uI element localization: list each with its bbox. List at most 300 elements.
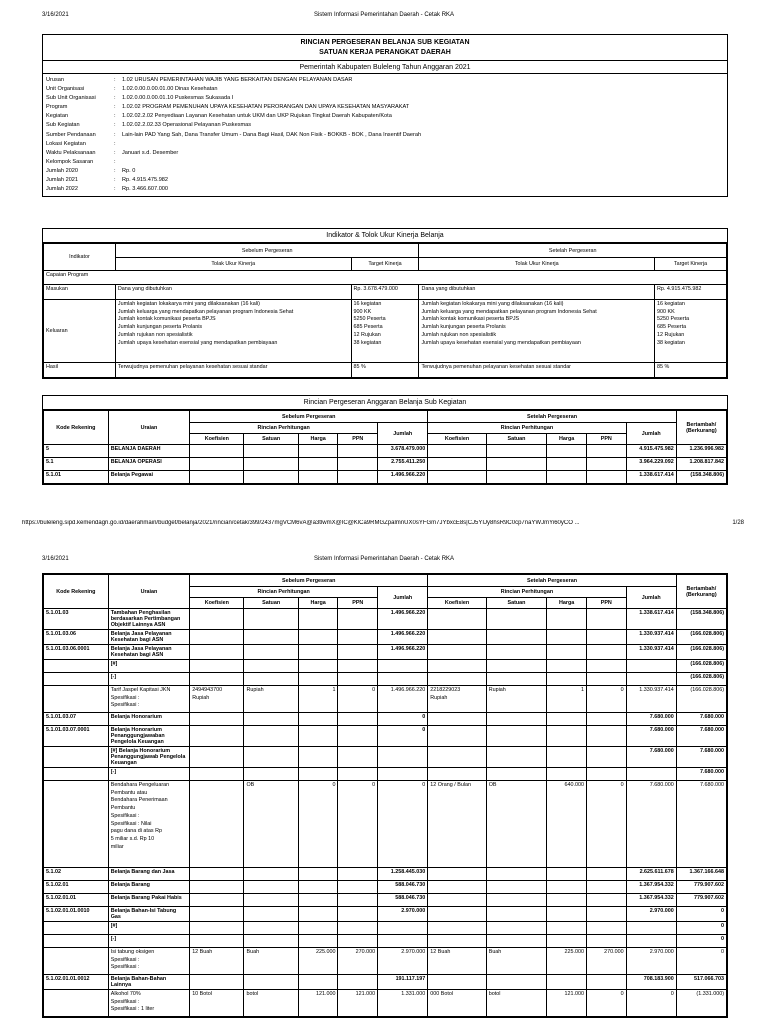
cell-harga-2 [547, 713, 587, 726]
cell-koef-2 [428, 471, 486, 484]
cell-koef-1 [190, 768, 244, 781]
th-koef-2: Koefisien [428, 434, 486, 445]
meta-value: 1.02 URUSAN PEMERINTAHAN WAJIB YANG BERKAITAN DENGAN PELAYANAN DASAR [122, 77, 353, 83]
cell-ppn-1: 0 [338, 781, 378, 868]
cell-koef-1 [190, 673, 244, 686]
table-row [44, 660, 727, 673]
cell-uraian: [-] [108, 673, 189, 686]
keluaran-target-1 [351, 300, 419, 363]
cell-ppn-2 [586, 445, 626, 458]
cell-harga-1 [298, 645, 338, 660]
th-ppn-2: PPN [586, 434, 626, 445]
th-ppn-1: PPN [338, 434, 378, 445]
print-date: 3/16/2021 [42, 12, 69, 18]
cell-jumlah-2: 708.183.900 [626, 975, 676, 990]
cell-kode: 5.1.02 [44, 868, 109, 881]
cell-kode: 5.1.02.01.01 [44, 894, 109, 907]
cell-bertambah: 1.367.166.648 [676, 868, 726, 881]
cell-harga-1 [298, 935, 338, 948]
keluaran-target-2 [655, 300, 727, 363]
table-row [44, 726, 727, 747]
cell-satuan-2: botol [486, 990, 547, 1017]
meta-key: Urusan [46, 77, 65, 83]
table-row [44, 458, 727, 471]
meta-value: Rp. 0 [122, 167, 136, 174]
cell-uraian: Belanja Jasa Pelayanan Kesehatan bagi ASN [108, 645, 189, 660]
cell-harga-2 [547, 458, 587, 471]
table-row [44, 868, 727, 881]
cell-bertambah: (166.028.806) [676, 673, 726, 686]
meta-row [46, 149, 724, 158]
cell-koef-2 [428, 458, 486, 471]
cell-jumlah-2: 1.330.937.414 [626, 686, 676, 713]
cell-koef-1: 2494943700 Rupiah [190, 686, 244, 713]
table-row [44, 922, 727, 935]
cell-satuan-2 [486, 894, 547, 907]
cell-ppn-2 [586, 868, 626, 881]
cell-ppn-2 [586, 768, 626, 781]
cell-ppn-2 [586, 894, 626, 907]
th-harga-1: Harga [298, 598, 338, 609]
keluaran-line: Jumlah kegiatan lokakarya mini yang dilaksanakan (16 kali) [117, 301, 260, 307]
th-bertambah: Bertambah/ (Berkurang) [676, 411, 726, 445]
cell-harga-2 [547, 907, 587, 922]
cell-jumlah-2: 1.338.617.414 [626, 471, 676, 484]
cell-satuan-1 [244, 713, 298, 726]
meta-key: Sub Kegiatan [46, 122, 80, 129]
table-row [44, 768, 727, 781]
cell-satuan-1 [244, 726, 298, 747]
cell-harga-1: 0 [298, 781, 338, 868]
cell-kode: 5.1.01.03.07 [44, 713, 109, 726]
cell-harga-1 [298, 747, 338, 768]
cell-bertambah: 779.907.602 [676, 894, 726, 907]
cell-uraian: [-] [108, 768, 189, 781]
meta-row [46, 140, 724, 149]
th-sebelum: Sebelum Pergeseran [190, 575, 428, 587]
hasil-tolok-2: Terwujudnya pemenuhan pelayanan kesehatan sesuai standar [419, 363, 655, 378]
cell-koef-2 [428, 935, 486, 948]
cell-jumlah-2 [626, 768, 676, 781]
meta-key: Jumlah 2020 [46, 167, 79, 174]
cell-kode: 5.1.01.03.06.0001 [44, 645, 109, 660]
table-row [44, 975, 727, 990]
keluaran-line: 5250 Peserta [353, 316, 386, 323]
cell-koef-2 [428, 726, 486, 747]
cell-jumlah-1: 588.046.730 [378, 881, 428, 894]
th-kode: Kode Rekening [44, 411, 109, 445]
cell-kode: 5.1.02.01 [44, 881, 109, 894]
anggaran-table-2 [43, 574, 727, 1017]
keluaran-line: Jumlah kontak komunikasi peserta BPJS [421, 316, 520, 323]
cell-koef-2: 2218229023 Rupiah [428, 686, 486, 713]
cell-jumlah-1 [378, 935, 428, 948]
cell-jumlah-2: 2.625.611.678 [626, 868, 676, 881]
cell-jumlah-1: 1.496.966.220 [378, 609, 428, 630]
cell-jumlah-2: 1.338.617.414 [626, 609, 676, 630]
keluaran-line: 685 Peserta [657, 324, 687, 331]
cell-satuan-1: OB [244, 781, 298, 868]
meta-row [46, 185, 724, 194]
cell-koef-1 [190, 747, 244, 768]
cell-koef-2 [428, 768, 486, 781]
th-kode: Kode Rekening [44, 575, 109, 609]
table-row [44, 445, 727, 458]
cell-harga-2 [547, 609, 587, 630]
cell-koef-2 [428, 609, 486, 630]
cell-jumlah-2: 1.367.954.332 [626, 881, 676, 894]
th-rincian-2: Rincian Perhitungan [428, 423, 626, 434]
cell-kode [44, 686, 109, 713]
cell-satuan-2 [486, 935, 547, 948]
page-number: 1/28 [732, 520, 744, 526]
cell-jumlah-2: 2.970.000 [626, 907, 676, 922]
masukan-tolok-1: Dana yang dibutuhkan [115, 285, 351, 300]
cell-satuan-2 [486, 660, 547, 673]
anggaran-table-1 [43, 410, 727, 484]
cell-harga-2 [547, 747, 587, 768]
cell-satuan-1 [244, 630, 298, 645]
cell-harga-1: 121.000 [298, 990, 338, 1017]
meta-row [46, 112, 724, 121]
keluaran-line: 16 kegiatan [353, 301, 382, 307]
cell-ppn-1: 121.000 [338, 990, 378, 1017]
cell-bertambah: (166.028.806) [676, 645, 726, 660]
cell-ppn-1 [338, 768, 378, 781]
cell-ppn-1 [338, 894, 378, 907]
th-tolok-1: Tolak Ukur Kinerja [115, 258, 351, 271]
cell-satuan-2 [486, 445, 547, 458]
cell-jumlah-2: 1.330.937.414 [626, 645, 676, 660]
cell-harga-2 [547, 935, 587, 948]
cell-bertambah: 517.066.703 [676, 975, 726, 990]
meta-row [46, 85, 724, 94]
cell-satuan-2 [486, 471, 547, 484]
keluaran-line: Jumlah upaya kesehatan esensial yang mendapatkan pembiayaan [421, 339, 581, 346]
cell-koef-1: 12 Buah [190, 948, 244, 975]
cell-satuan-1 [244, 458, 298, 471]
cell-bertambah: 7.680.000 [676, 768, 726, 781]
cell-uraian: Belanja Jasa Pelayanan Kesehatan bagi ASN [108, 630, 189, 645]
keluaran-line: 16 kegiatan [657, 301, 685, 307]
cell-satuan-1: Buah [244, 948, 298, 975]
cell-uraian: [#] [108, 660, 189, 673]
meta-key: Unit Organisasi [46, 86, 85, 93]
cell-ppn-2 [586, 907, 626, 922]
document-subtitle: Pemerintah Kabupaten Buleleng Tahun Anggaran 2021 [43, 60, 727, 74]
cell-uraian: Tarif Jaspel Kapitasi JKN Spesifikasi : Spesifikasi : [108, 686, 189, 713]
meta-sep: : [114, 113, 116, 120]
cell-harga-2 [547, 881, 587, 894]
cell-satuan-1 [244, 445, 298, 458]
cell-satuan-2 [486, 881, 547, 894]
cell-kode [44, 660, 109, 673]
th-sebelum: Sebelum Pergeseran [190, 411, 428, 423]
cell-harga-2: 1 [547, 686, 587, 713]
th-koef-1: Koefisien [190, 434, 244, 445]
cell-satuan-1 [244, 868, 298, 881]
cell-ppn-1 [338, 747, 378, 768]
cell-jumlah-2: 4.915.475.982 [626, 445, 676, 458]
cell-jumlah-2: 7.680.000 [626, 713, 676, 726]
keluaran-line: Jumlah upaya kesehatan esensial yang mendapatkan pembiayaan [117, 339, 278, 346]
document-title: RINCIAN PERGESERAN BELANJA SUB KEGIATAN SATUAN KERJA PERANGKAT DAERAH [300, 39, 470, 56]
meta-info [43, 74, 727, 196]
meta-key: Jumlah 2021 [46, 177, 79, 184]
meta-key: Kegiatan [46, 113, 69, 120]
th-indikator: Indikator [44, 244, 116, 271]
cell-kode: 5.1.01.03.07.0001 [44, 726, 109, 747]
cell-koef-2 [428, 747, 486, 768]
cell-satuan-1 [244, 645, 298, 660]
cell-satuan-2 [486, 726, 547, 747]
cell-satuan-2 [486, 922, 547, 935]
cell-ppn-2 [586, 630, 626, 645]
cell-ppn-1: 0 [338, 686, 378, 713]
cell-koef-1 [190, 458, 244, 471]
cell-bertambah: 0 [676, 907, 726, 922]
cell-satuan-1 [244, 881, 298, 894]
cell-koef-1 [190, 781, 244, 868]
cell-jumlah-1: 0 [378, 781, 428, 868]
document-box [42, 34, 728, 197]
cell-ppn-2 [586, 660, 626, 673]
meta-sep: : [114, 122, 116, 129]
masukan-tolok-2: Dana yang dibutuhkan [419, 285, 655, 300]
cell-harga-2 [547, 868, 587, 881]
cell-harga-2 [547, 630, 587, 645]
cell-harga-2 [547, 922, 587, 935]
cell-harga-2 [547, 726, 587, 747]
cell-jumlah-1: 2.755.411.250 [378, 458, 428, 471]
cell-harga-1 [298, 726, 338, 747]
cell-jumlah-1 [378, 922, 428, 935]
cell-bertambah: (166.028.806) [676, 660, 726, 673]
table-row [44, 471, 727, 484]
cell-jumlah-2: 7.680.000 [626, 781, 676, 868]
cell-koef-2: 12 Buah [428, 948, 486, 975]
cell-satuan-1 [244, 935, 298, 948]
capaian-program: Capaian Program [44, 271, 727, 285]
cell-bertambah: (1.331.000) [676, 990, 726, 1017]
table-row [44, 609, 727, 630]
keluaran-line: Jumlah kunjungan peserta Prolanis [421, 324, 506, 331]
cell-harga-1 [298, 673, 338, 686]
cell-uraian: [#] Belanja Honorarium Penanggungjawab Pengelola Keuangan [108, 747, 189, 768]
cell-koef-2: 12 Orang / Bulan [428, 781, 486, 868]
cell-uraian: Isi tabung oksigen Spesifikasi : Spesifikasi : [108, 948, 189, 975]
cell-koef-2 [428, 894, 486, 907]
indikator-table [43, 243, 727, 378]
table-row [44, 990, 727, 1017]
masukan-label: Masukan [44, 285, 116, 300]
cell-ppn-2 [586, 471, 626, 484]
cell-harga-2 [547, 975, 587, 990]
cell-koef-2 [428, 660, 486, 673]
keluaran-tolok-1 [115, 300, 351, 363]
cell-kode: 5.1.01 [44, 471, 109, 484]
meta-value: Rp. 3.466.607.000 [122, 186, 169, 193]
system-title: Sistem Informasi Pemerintahan Daerah - Cetak RKA [313, 12, 455, 18]
cell-harga-1 [298, 458, 338, 471]
cell-ppn-1 [338, 922, 378, 935]
table-row [44, 630, 727, 645]
cell-ppn-2 [586, 673, 626, 686]
th-rincian-1: Rincian Perhitungan [190, 587, 378, 598]
anggaran-title: Rincian Pergeseran Anggaran Belanja Sub Kegiatan [43, 396, 727, 410]
meta-value: 1.02.02 PROGRAM PEMENUHAN UPAYA KESEHATAN PERORANGAN DAN UPAYA KESEHATAN MASYARAKAT [122, 104, 410, 111]
keluaran-line: Jumlah keluarga yang mendapatkan pelayanan program Indonesia Sehat [421, 308, 597, 315]
cell-jumlah-1: 191.117.197 [378, 975, 428, 990]
cell-harga-1 [298, 894, 338, 907]
cell-ppn-2 [586, 458, 626, 471]
cell-jumlah-2: 1.367.954.332 [626, 894, 676, 907]
keluaran-line: 900 KK [657, 308, 675, 315]
th-jumlah-1: Jumlah [378, 423, 428, 445]
cell-jumlah-2: 7.680.000 [626, 747, 676, 768]
meta-sep: : [114, 149, 116, 156]
hasil-label: Hasil [44, 363, 116, 378]
table-row [44, 881, 727, 894]
meta-value [122, 140, 724, 149]
cell-jumlah-2 [626, 922, 676, 935]
cell-satuan-2 [486, 907, 547, 922]
cell-koef-2 [428, 630, 486, 645]
cell-jumlah-2: 3.964.229.092 [626, 458, 676, 471]
cell-koef-1 [190, 645, 244, 660]
th-setelah: Setelah Pergeseran [428, 411, 677, 423]
keluaran-line: 38 kegiatan [353, 339, 382, 346]
cell-ppn-2 [586, 609, 626, 630]
cell-satuan-2 [486, 747, 547, 768]
th-tolok-2: Tolak Ukur Kinerja [419, 258, 655, 271]
cell-satuan-1 [244, 768, 298, 781]
cell-jumlah-2: 1.330.937.414 [626, 630, 676, 645]
cell-jumlah-1: 1.496.966.220 [378, 630, 428, 645]
th-koef-2: Koefisien [428, 598, 486, 609]
hasil-target-1: 85 % [351, 363, 419, 378]
cell-bertambah: 779.907.602 [676, 881, 726, 894]
cell-harga-1 [298, 660, 338, 673]
meta-sep: : [114, 167, 116, 174]
meta-row [46, 103, 724, 112]
cell-kode [44, 781, 109, 868]
cell-satuan-2: OB [486, 781, 547, 868]
cell-koef-1 [190, 471, 244, 484]
cell-uraian: Bendahara Pengeluaran Pembantu atau Bendahara Penerimaan Pembantu Spesifikasi : Spesifikasi : Nilai pagu dana di atas Rp 5 miliar s.d. Rp 10 miliar [108, 781, 189, 868]
table-row [44, 673, 727, 686]
cell-harga-1 [298, 630, 338, 645]
cell-satuan-2 [486, 609, 547, 630]
keluaran-line: Jumlah keluarga yang mendapatkan pelayanan program Indonesia Sehat [117, 308, 294, 315]
cell-uraian: Belanja Barang Pakai Habis [108, 894, 189, 907]
cell-kode: 5.1.02.01.01.0010 [44, 907, 109, 922]
cell-ppn-1 [338, 445, 378, 458]
meta-row [46, 94, 724, 103]
cell-ppn-1 [338, 673, 378, 686]
cell-uraian: [-] [108, 935, 189, 948]
cell-harga-1 [298, 471, 338, 484]
cell-kode [44, 747, 109, 768]
cell-kode: 5.1.01.03.06 [44, 630, 109, 645]
cell-koef-1 [190, 894, 244, 907]
hasil-target-2: 85 % [655, 363, 727, 378]
th-rincian-2: Rincian Perhitungan [428, 587, 626, 598]
table-row [44, 645, 727, 660]
footer-url[interactable]: https://buleleng.sipd.kemendagri.go.id/daerahmain/budget/belanja/2021/rincian/cetak/399/2437mgVCM6vA@a3tlwmX@IC@KlCa9RMGZpalmnUX0sYFGm7JYbxcE8s|CJ5YIJy8hsR9C0cp7naYWJmYi60yCO ... [22, 520, 580, 526]
keluaran-line: Jumlah kegiatan lokakarya mini yang dilaksanakan (16 kali) [421, 301, 564, 307]
cell-jumlah-2: 7.680.000 [626, 726, 676, 747]
meta-row [46, 176, 724, 185]
th-harga-2: Harga [547, 598, 587, 609]
cell-koef-1 [190, 881, 244, 894]
meta-key: Waktu Pelaksanaan [46, 149, 96, 156]
keluaran-line: Jumlah rujukan non spesialistik [117, 331, 193, 338]
cell-harga-1 [298, 881, 338, 894]
th-jumlah-1: Jumlah [378, 587, 428, 609]
cell-uraian: Belanja Honorarium [108, 713, 189, 726]
cell-koef-1 [190, 922, 244, 935]
th-target-1: Target Kinerja [351, 258, 419, 271]
cell-uraian: BELANJA DAERAH [108, 445, 189, 458]
table-row [44, 894, 727, 907]
cell-ppn-1 [338, 868, 378, 881]
cell-satuan-1 [244, 922, 298, 935]
cell-harga-1 [298, 907, 338, 922]
cell-harga-1: 1 [298, 686, 338, 713]
cell-jumlah-1: 588.046.730 [378, 894, 428, 907]
meta-key: Lokasi Kegiatan [46, 140, 86, 147]
cell-bertambah: (166.028.806) [676, 630, 726, 645]
cell-uraian: Belanja Barang dan Jasa [108, 868, 189, 881]
cell-uraian: Belanja Bahan-Isi Tabung Gas [108, 907, 189, 922]
cell-satuan-1 [244, 747, 298, 768]
cell-ppn-1 [338, 881, 378, 894]
meta-key: Sumber Pendanaan [46, 131, 96, 138]
cell-koef-1: 10 Botol [190, 990, 244, 1017]
keluaran-line: 900 KK [353, 308, 372, 315]
cell-koef-2 [428, 907, 486, 922]
cell-kode: 5.1 [44, 458, 109, 471]
cell-harga-1 [298, 975, 338, 990]
cell-bertambah: 7.680.000 [676, 726, 726, 747]
cell-jumlah-1: 2.970.000 [378, 907, 428, 922]
th-jumlah-2: Jumlah [626, 587, 676, 609]
th-satuan-2: Satuan [486, 434, 547, 445]
th-satuan-2: Satuan [486, 598, 547, 609]
meta-sep: : [114, 77, 116, 83]
cell-ppn-1 [338, 975, 378, 990]
cell-satuan-2 [486, 458, 547, 471]
cell-bertambah: 1.208.817.842 [676, 458, 726, 471]
meta-sep: : [114, 86, 116, 93]
cell-harga-2 [547, 645, 587, 660]
cell-jumlah-1: 2.970.000 [378, 948, 428, 975]
cell-ppn-1 [338, 471, 378, 484]
cell-ppn-2 [586, 975, 626, 990]
cell-bertambah: 7.680.000 [676, 713, 726, 726]
table-row [44, 747, 727, 768]
cell-bertambah: 7.680.000 [676, 747, 726, 768]
meta-sep: : [114, 131, 116, 138]
cell-satuan-2 [486, 673, 547, 686]
cell-harga-2 [547, 660, 587, 673]
meta-row [46, 131, 724, 140]
th-koef-1: Koefisien [190, 598, 244, 609]
meta-row [46, 76, 724, 85]
cell-uraian: [#] [108, 922, 189, 935]
cell-ppn-1 [338, 726, 378, 747]
